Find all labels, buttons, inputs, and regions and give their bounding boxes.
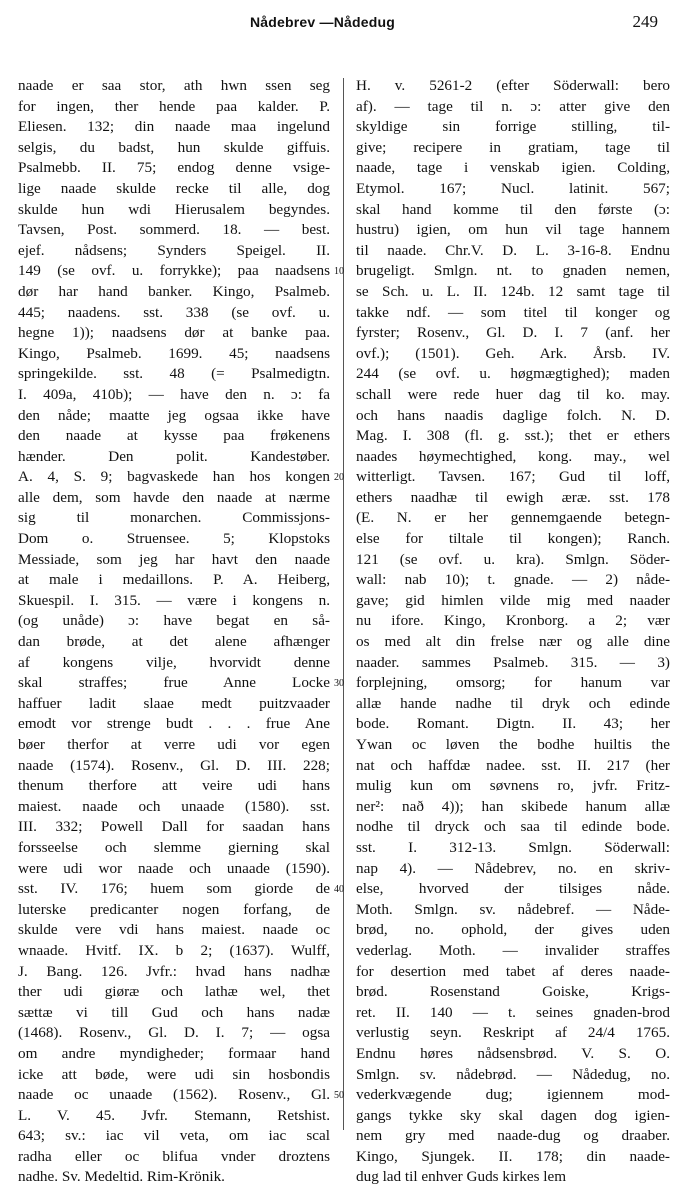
text-line: naader. sammes Psalmeb. 315. — 3) xyxy=(356,653,670,671)
text-line: (og unåde) ɔ: have begat en så- xyxy=(18,612,330,630)
text-line: ejef. nådsens; Synders Speigel. II. xyxy=(18,241,330,259)
text-line: naade oc unaade (1562). Rosenv., Gl. xyxy=(18,1086,330,1104)
text-line: bøer therfor at verre udi vor egen xyxy=(18,736,330,753)
text-line: naade (1574). Rosenv., Gl. D. III. 228; xyxy=(18,756,330,774)
text-line: naades høymechtighed, kong. may., wel xyxy=(356,447,670,465)
text-line: 244 (se ovf. u. høgmægtighed); maden xyxy=(356,365,670,383)
text-line: Dom o. Struensee. 5; Klopstoks xyxy=(18,530,330,548)
text-line: os med alt din frelse nær og alle dine xyxy=(356,633,670,651)
text-line: naade, tage i venskab igien. Colding, xyxy=(356,159,670,177)
text-line: Mag. I. 308 (fl. g. sst.); thet er ethers xyxy=(356,427,670,445)
text-line: Endnu høres nådsensbrød. V. S. O. xyxy=(356,1044,670,1062)
text-line: wall: nab 10); t. gnade. — 2) nåde- xyxy=(356,571,670,589)
text-line: Messiade, som jeg har havt den naade xyxy=(18,550,330,568)
text-line: hegne 1)); naadsens dør at banke paa. xyxy=(18,324,330,342)
text-line: nodhe til dryck och saa til edinde bode. xyxy=(356,818,670,836)
text-line: sig til monarchen. Commissjons- xyxy=(18,509,330,527)
text-line: radha eller oc blifua vnder droztens xyxy=(18,1147,330,1165)
text-line: forplejning, omsorg; for hanum var xyxy=(356,674,670,692)
text-line: Smlgn. sv. nådebrød. — Nådedug, no. xyxy=(356,1065,670,1083)
text-line: maiest. naade och unaade (1580). sst. xyxy=(18,797,330,815)
text-line: af). — tage til n. ɔ: atter give den xyxy=(356,97,670,115)
text-line: brugeligt. Smlgn. nt. to gnaden nemen, xyxy=(356,262,670,280)
text-line: verlustig seyn. Reskript af 24/4 1765. xyxy=(356,1024,670,1042)
text-line: dug lad til enhver Guds kirkes lem xyxy=(356,1168,567,1186)
text-line: luterske predicanter nogen forfang, de xyxy=(18,900,330,918)
text-line: nu ifore. Kingo, Kronborg. a 2; vær xyxy=(356,612,670,630)
text-line: were udi wor naade och unaade (1590). xyxy=(18,859,330,877)
text-line: skulde vere vdi hans maiest. naade oc xyxy=(18,921,330,939)
text-line: I. 409a, 410b); — have den n. ɔ: fa xyxy=(18,385,330,403)
left-column xyxy=(18,76,330,1188)
text-line: emodt vor strenge budt . . . frue Ane xyxy=(18,715,330,733)
text-line: til naade. Chr.V. D. L. 3-16-8. Endnu xyxy=(356,241,670,259)
text-line: Etymol. 167; Nucl. latinit. 567; xyxy=(356,179,670,197)
text-line: dan brøde, at det alene afhænger xyxy=(18,633,330,651)
text-line: skulde hun wdi Hierusalem begyndes. xyxy=(18,200,330,218)
text-line: om andre myndigheder; formaar hand xyxy=(18,1044,330,1062)
text-line: (E. N. er her gennemgaende betegn- xyxy=(356,509,670,527)
text-line: wnaade. Hvitf. IX. b 2; (1637). Wulff, xyxy=(18,941,330,959)
text-line: else, hvorved der tilsiges nåde. xyxy=(356,880,670,898)
text-line: bode. Romant. Digtn. II. 43; her xyxy=(356,715,670,733)
text-line: nem gry med naade-dug og draaber. xyxy=(356,1127,670,1145)
text-line: Tavsen, Post. sommerd. 18. — best. xyxy=(18,221,330,239)
text-line: skal hand komme til den første (ɔ: xyxy=(356,200,670,218)
right-column xyxy=(356,76,670,1188)
text-line: 149 (se ovf. u. forrykke); paa naadsens xyxy=(18,262,330,280)
text-line: den naade at kysse paa frøkenens xyxy=(18,427,330,445)
line-number-marker: 10 xyxy=(334,266,344,278)
text-line: och hans naadis daglige folch. N. D. xyxy=(356,406,670,424)
running-head: Nådebrev —Nådedug xyxy=(250,14,395,30)
text-line: thenum therfore att veire udi hans xyxy=(18,777,330,795)
text-line: Skuespil. I. 315. — være i kongens n. xyxy=(18,591,330,609)
text-line: nadhe. Sv. Medeltid. Rim-Krönik. xyxy=(18,1168,225,1186)
line-number-marker: 40 xyxy=(334,884,344,896)
text-line: 445; naadens. sst. 338 (se ovf. u. xyxy=(18,303,330,321)
text-line: ovf.); (1501). Geh. Ark. Årsb. IV. xyxy=(356,344,670,362)
text-line: af kongens vilje, hvorvidt denne xyxy=(18,653,330,671)
text-line: skal straffes; frue Anne Locke xyxy=(18,674,330,692)
text-line: gangs tykke sky skal dagen dog igien- xyxy=(356,1106,670,1124)
text-line: nat och haffdæ nadee. sst. II. 217 (her xyxy=(356,756,670,774)
text-line: for desertion med tabet af deres naade- xyxy=(356,962,670,980)
text-line: at male i medaillons. P. A. Heiberg, xyxy=(18,571,330,589)
text-line: mulig kun om søvnens ro, jvfr. Fritz- xyxy=(356,777,670,795)
page-header xyxy=(0,6,688,42)
text-line: fyrster; Rosenv., Gl. D. I. 7 (anf. her xyxy=(356,324,670,342)
text-line: L. V. 45. Jvfr. Stemann, Retshist. xyxy=(18,1106,330,1124)
text-line: ner²: nað 4)); han skibede hanum allæ xyxy=(356,797,670,815)
column-divider xyxy=(343,78,344,1130)
text-line: ethers naadhæ til ewigh æræ. sst. 178 xyxy=(356,488,670,506)
text-line: Kingo, Sjungek. II. 178; din naade- xyxy=(356,1147,670,1165)
text-line: III. 332; Powell Dall for saadan hans xyxy=(18,818,330,836)
text-line: haffuer ladit slaae medt puitzvaader xyxy=(18,694,330,712)
text-line: Moth. Smlgn. sv. nådebref. — Nåde- xyxy=(356,900,670,918)
text-line: forsseelse och slemme gierning skal xyxy=(18,838,330,856)
text-line: vederlag. Moth. — invalider straffes xyxy=(356,941,670,959)
text-line: naade er saa stor, ath hwn ssen seg xyxy=(18,77,330,94)
text-line: ther udi giøræ och lathæ wel, thet xyxy=(18,983,330,1001)
line-number-marker: 50 xyxy=(334,1090,344,1102)
text-line: vederkvægende dug; igiennem mod- xyxy=(356,1086,670,1104)
line-number-marker: 20 xyxy=(334,472,344,484)
text-line: Ywan oc løven the bodhe huiltis the xyxy=(356,736,670,753)
line-number-marker: 30 xyxy=(334,678,344,690)
text-line: sst. IV. 176; huem som giorde de xyxy=(18,880,330,898)
text-line: A. 4, S. 9; bagvaskede han hos kongen xyxy=(18,468,330,486)
text-line: skyldige sin forrige stilling, til- xyxy=(356,118,670,136)
text-line: J. Bang. 126. Jvfr.: hvad hans nadhæ xyxy=(18,962,330,980)
text-line: witterligt. Tavsen. 167; Gud til loff, xyxy=(356,468,670,486)
text-line: Kingo, Psalmeb. 1699. 45; naadsens xyxy=(18,344,330,362)
text-line: (1468). Rosenv., Gl. D. I. 7; — ogsa xyxy=(18,1024,330,1042)
text-line: dør har hand banker. Kingo, Psalmeb. xyxy=(18,282,330,300)
text-line: 643; sv.: iac vil veta, om iac scal xyxy=(18,1127,330,1145)
text-line: hænder. Den polit. Kandestøber. xyxy=(18,447,330,465)
page-number: 249 xyxy=(632,12,658,31)
text-line: else for tiltale til kongen); Ranch. xyxy=(356,530,670,548)
text-line: springekilde. sst. 48 (= Psalmedigtn. xyxy=(18,365,330,383)
text-line: den nåde; maatte jeg ogsaa ikke have xyxy=(18,406,330,424)
text-line: Eliesen. 132; din naade maa ingelund xyxy=(18,118,330,136)
text-line: nap 4). — Nådebrev, no. en skriv- xyxy=(356,859,670,877)
text-line: alle dem, som havde den naade at nærme xyxy=(18,488,330,506)
text-line: for ingen, ther hende paa kalder. P. xyxy=(18,97,330,115)
text-line: hustru) igien, om hun vil tage hannem xyxy=(356,221,670,239)
text-line: takke ndf. — som titel til konger og xyxy=(356,303,670,321)
text-line: ret. II. 140 — t. seines gnaden-brod xyxy=(356,1003,670,1021)
text-line: H. v. 5261-2 (efter Söderwall: bero xyxy=(356,77,670,94)
text-line: Psalmebb. II. 75; endog denne vsige- xyxy=(18,159,330,177)
text-line: brød. Rosenstand Goiske, Krigs- xyxy=(356,983,670,1001)
text-line: sættæ vi till Gud och hans nadæ xyxy=(18,1003,330,1021)
text-line: gave; gid himlen vilde mig med naader xyxy=(356,591,670,609)
text-line: schall were rede huer dag til ko. may. xyxy=(356,385,670,403)
text-line: selgis, du badst, hun skulde giffuis. xyxy=(18,138,330,156)
text-line: lige naade skulde recke til alle, dog xyxy=(18,179,330,197)
text-line: sst. I. 312-13. Smlgn. Söderwall: xyxy=(356,838,670,856)
text-line: icke att bøde, were udi sin hosbondis xyxy=(18,1065,330,1083)
text-line: give; recipere in gratiam, tage til xyxy=(356,138,670,156)
text-line: se Sch. u. L. II. 124b. 12 samt tage til xyxy=(356,282,670,300)
text-line: 121 (se ovf. u. kra). Smlgn. Söder- xyxy=(356,550,670,568)
text-line: brød, no. ophold, der gives uden xyxy=(356,921,670,939)
text-line: allæ hande nadhe til dryk och edinde xyxy=(356,694,670,712)
